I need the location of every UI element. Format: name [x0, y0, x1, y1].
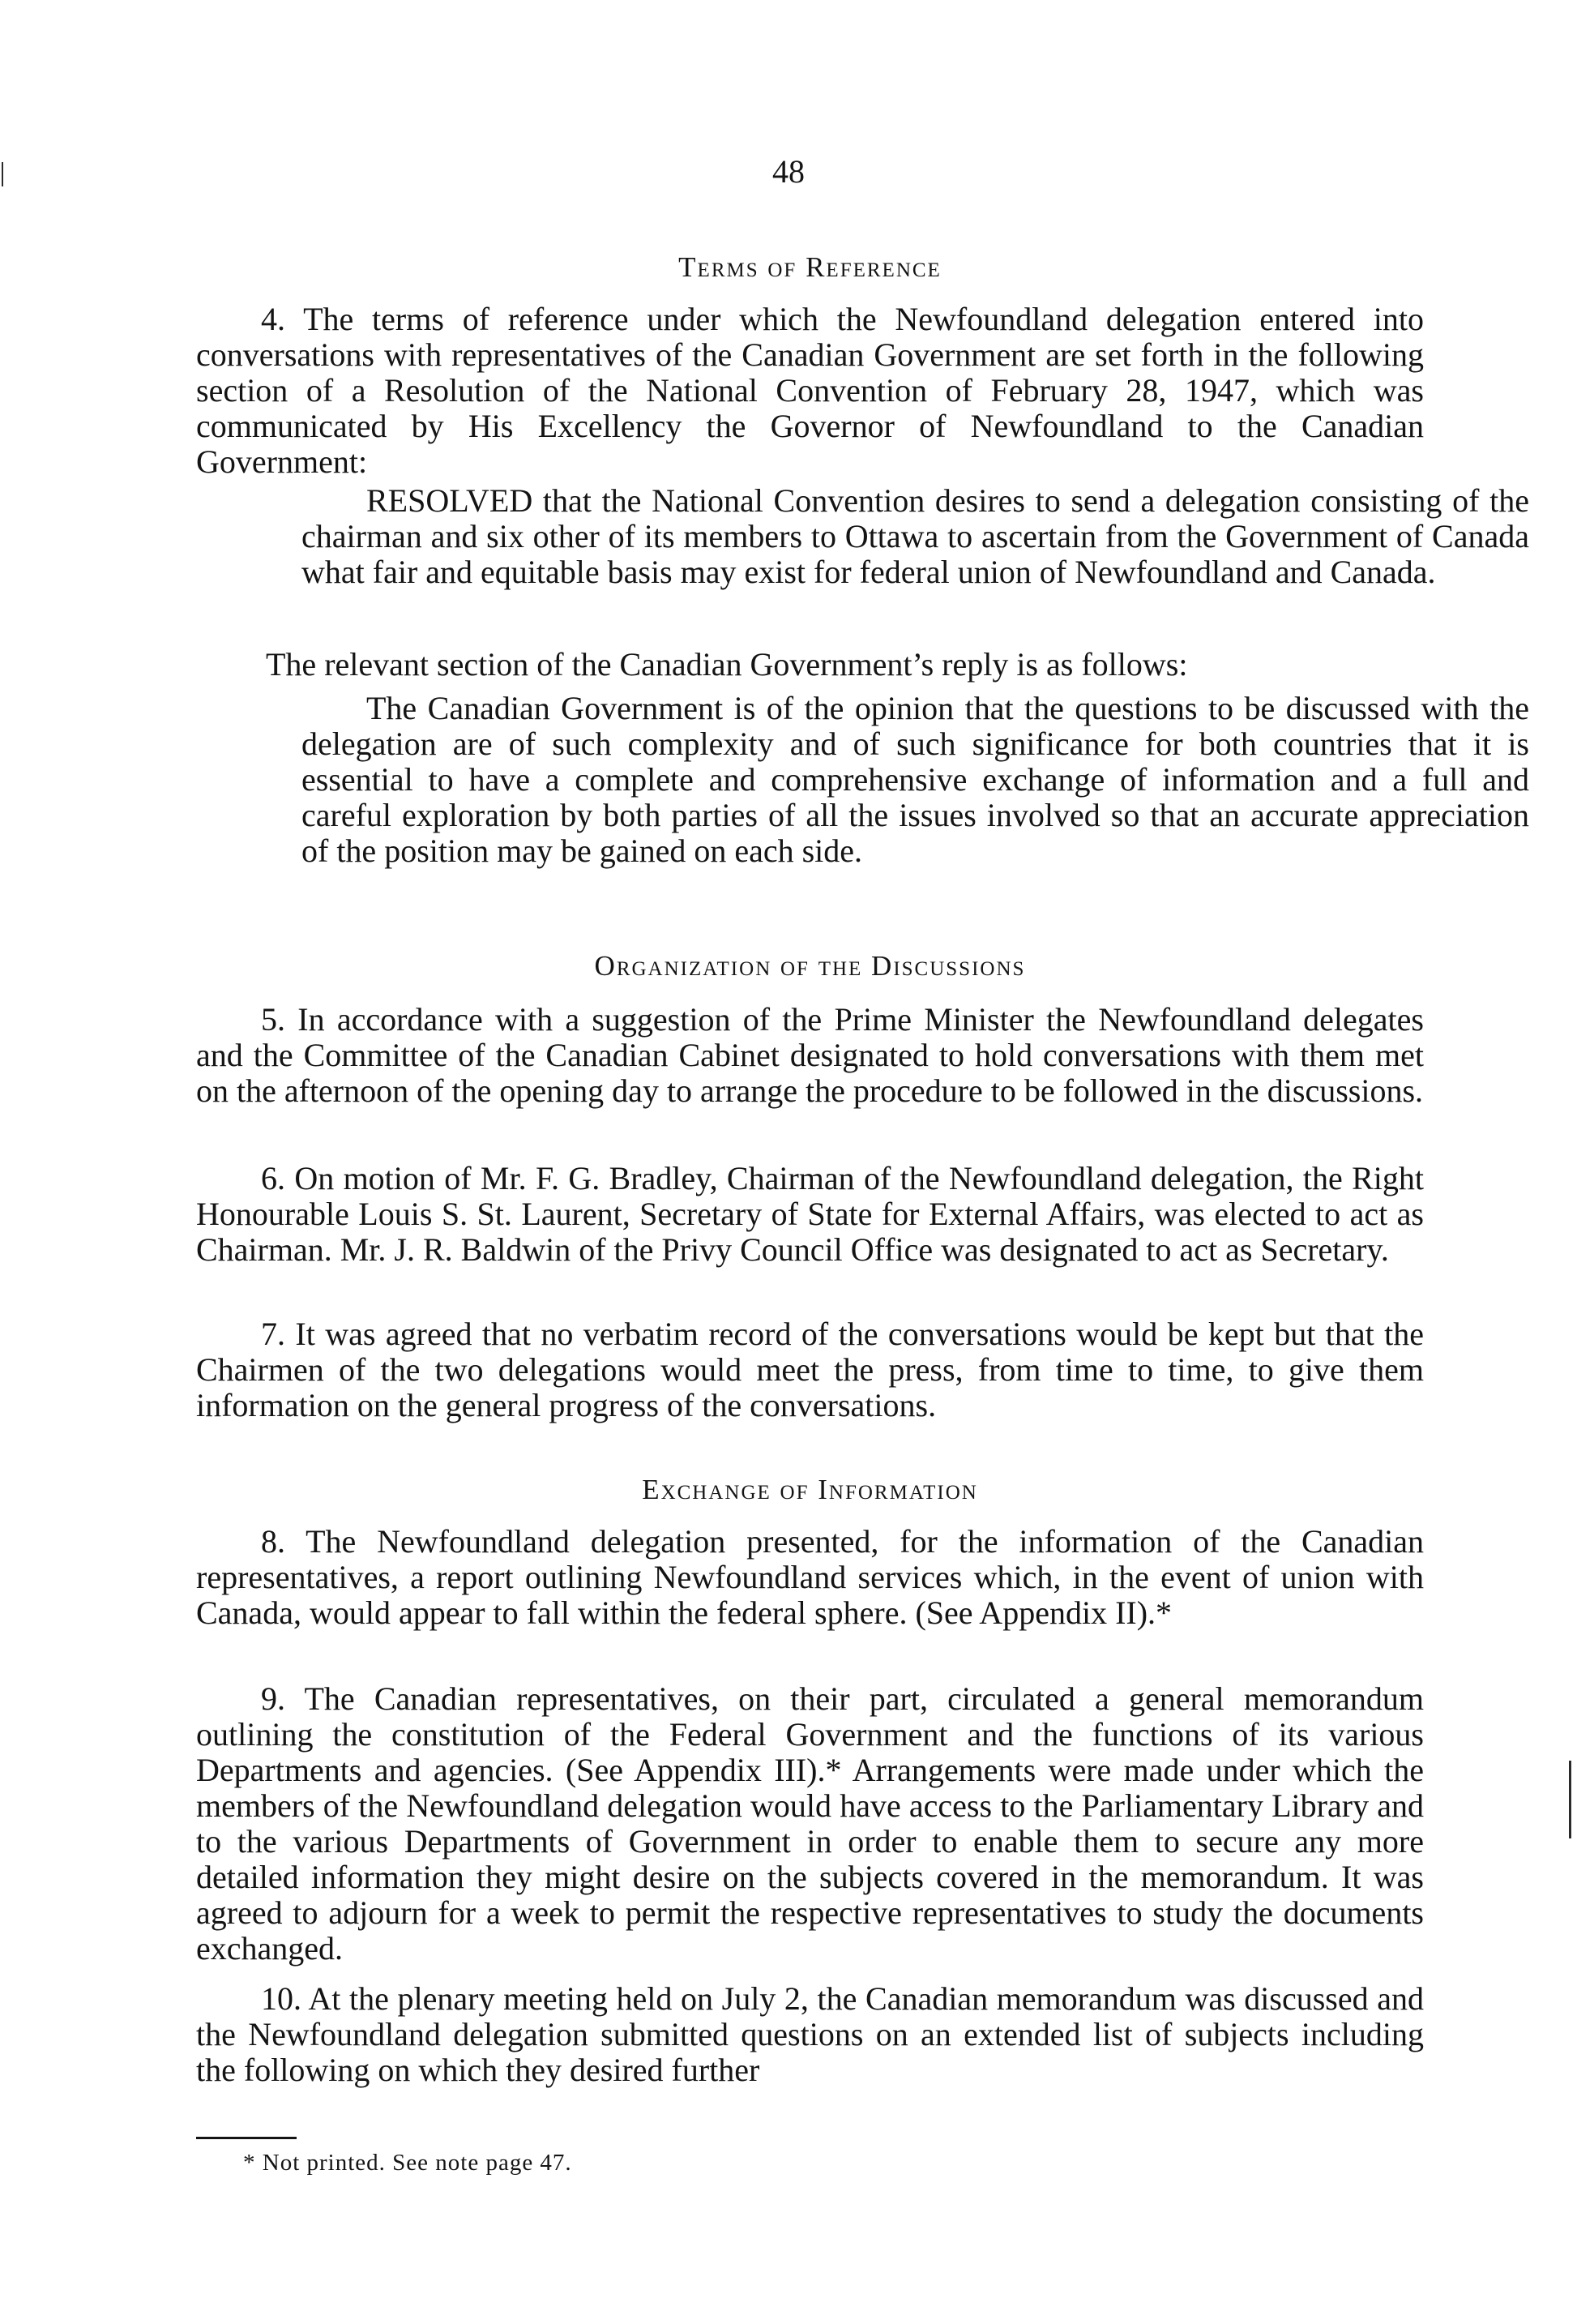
- paragraph-7: [196, 1316, 1424, 1423]
- bridge-text-block: [196, 647, 1424, 683]
- scan-margin-mark: [1569, 1761, 1571, 1838]
- reply-quote: [196, 691, 1529, 869]
- section-heading: Exchange of Information: [642, 1474, 978, 1505]
- paragraph-4: [196, 302, 1424, 480]
- paragraph-9: [196, 1681, 1424, 1967]
- paragraph-8: [196, 1524, 1424, 1631]
- paragraph-text: 10. At the plenary meeting held on July 2, the Canadian memorandum was discussed and the Newfoundland delegation submitted questions on an extended list of subjects including the following on which they desired further: [196, 1980, 1424, 2088]
- section-heading: Organization of the Discussions: [594, 950, 1026, 982]
- scan-margin-mark: [2, 162, 3, 186]
- paragraph-10: [196, 1981, 1424, 2088]
- paragraph-text: 5. In accordance with a suggestion of the Prime Minister the Newfoundland delegates and the Committee of the Canadian Cabinet designated to hold conversations with them met on the afternoon of the opening day to arrange the procedure to be followed in the discussions.: [196, 1001, 1424, 1109]
- paragraph-6: [196, 1161, 1424, 1268]
- page-number: 48: [772, 153, 805, 190]
- paragraph-text: 4. The terms of reference under which the Newfoundland delegation entered into conversations with representatives of the Canadian Government are set forth in the following section of a Resolution of the National Convention of February 28, 1947, which was communicated by His Excellency the Governor of Newfoundland to the Canadian Government:: [196, 301, 1424, 480]
- bridge-text: The relevant section of the Canadian Government’s reply is as follows:: [266, 646, 1188, 683]
- section-heading: Terms of Reference: [678, 251, 942, 283]
- quote-text: The Canadian Government is of the opinion that the questions to be discussed with the delegation are of such complexity and of such significance for both countries that it is essential to have a complete and comprehensive exchange of information and a full and careful exploration by both parties of all the issues involved so that an accurate appreciation of the position may be gained on each side.: [301, 690, 1529, 869]
- paragraph-text: 7. It was agreed that no verbatim record of the conversations would be kept but that the Chairmen of the two delegations would meet the press, from time to time, to give them information on the general progress of the conversations.: [196, 1316, 1424, 1423]
- quote-text: RESOLVED that the National Convention desires to send a delegation consisting of the chairman and six other of its members to Ottawa to ascertain from the Government of Canada what fair and equitable basis may exist for federal union of Newfoundland and Canada.: [301, 482, 1529, 590]
- footnote: * Not printed. See note page 47.: [243, 2150, 572, 2176]
- resolution-quote: [196, 483, 1529, 590]
- footnote-rule: [196, 2137, 297, 2139]
- paragraph-text: 8. The Newfoundland delegation presented, for the information of the Canadian representatives, a report outlining Newfoundland services which, in the event of union with Canada, would appear to fall within the federal sphere. (See Appendix II).*: [196, 1523, 1424, 1631]
- paragraph-text: 6. On motion of Mr. F. G. Bradley, Chairman of the Newfoundland delegation, the Right Honourable Louis S. St. Laurent, Secretary of State for External Affairs, was elected to act as Chairman. Mr. J. R. Baldwin of the Privy Council Office was designated to act as Secretary.: [196, 1160, 1424, 1268]
- paragraph-5: [196, 1002, 1424, 1109]
- paragraph-text: 9. The Canadian representatives, on their part, circulated a general memorandum outlining the constitution of the Federal Government and the functions of its various Departments and agencies. (See Appendix III).* Arrangements were made under which the members of the Newfoundland delegation would have access to the Parliamentary Library and to the various Departments of Government in order to enable them to secure any more detailed information they might desire on the subjects covered in the memorandum. It was agreed to adjourn for a week to permit the respective representatives to study the documents exchanged.: [196, 1680, 1424, 1967]
